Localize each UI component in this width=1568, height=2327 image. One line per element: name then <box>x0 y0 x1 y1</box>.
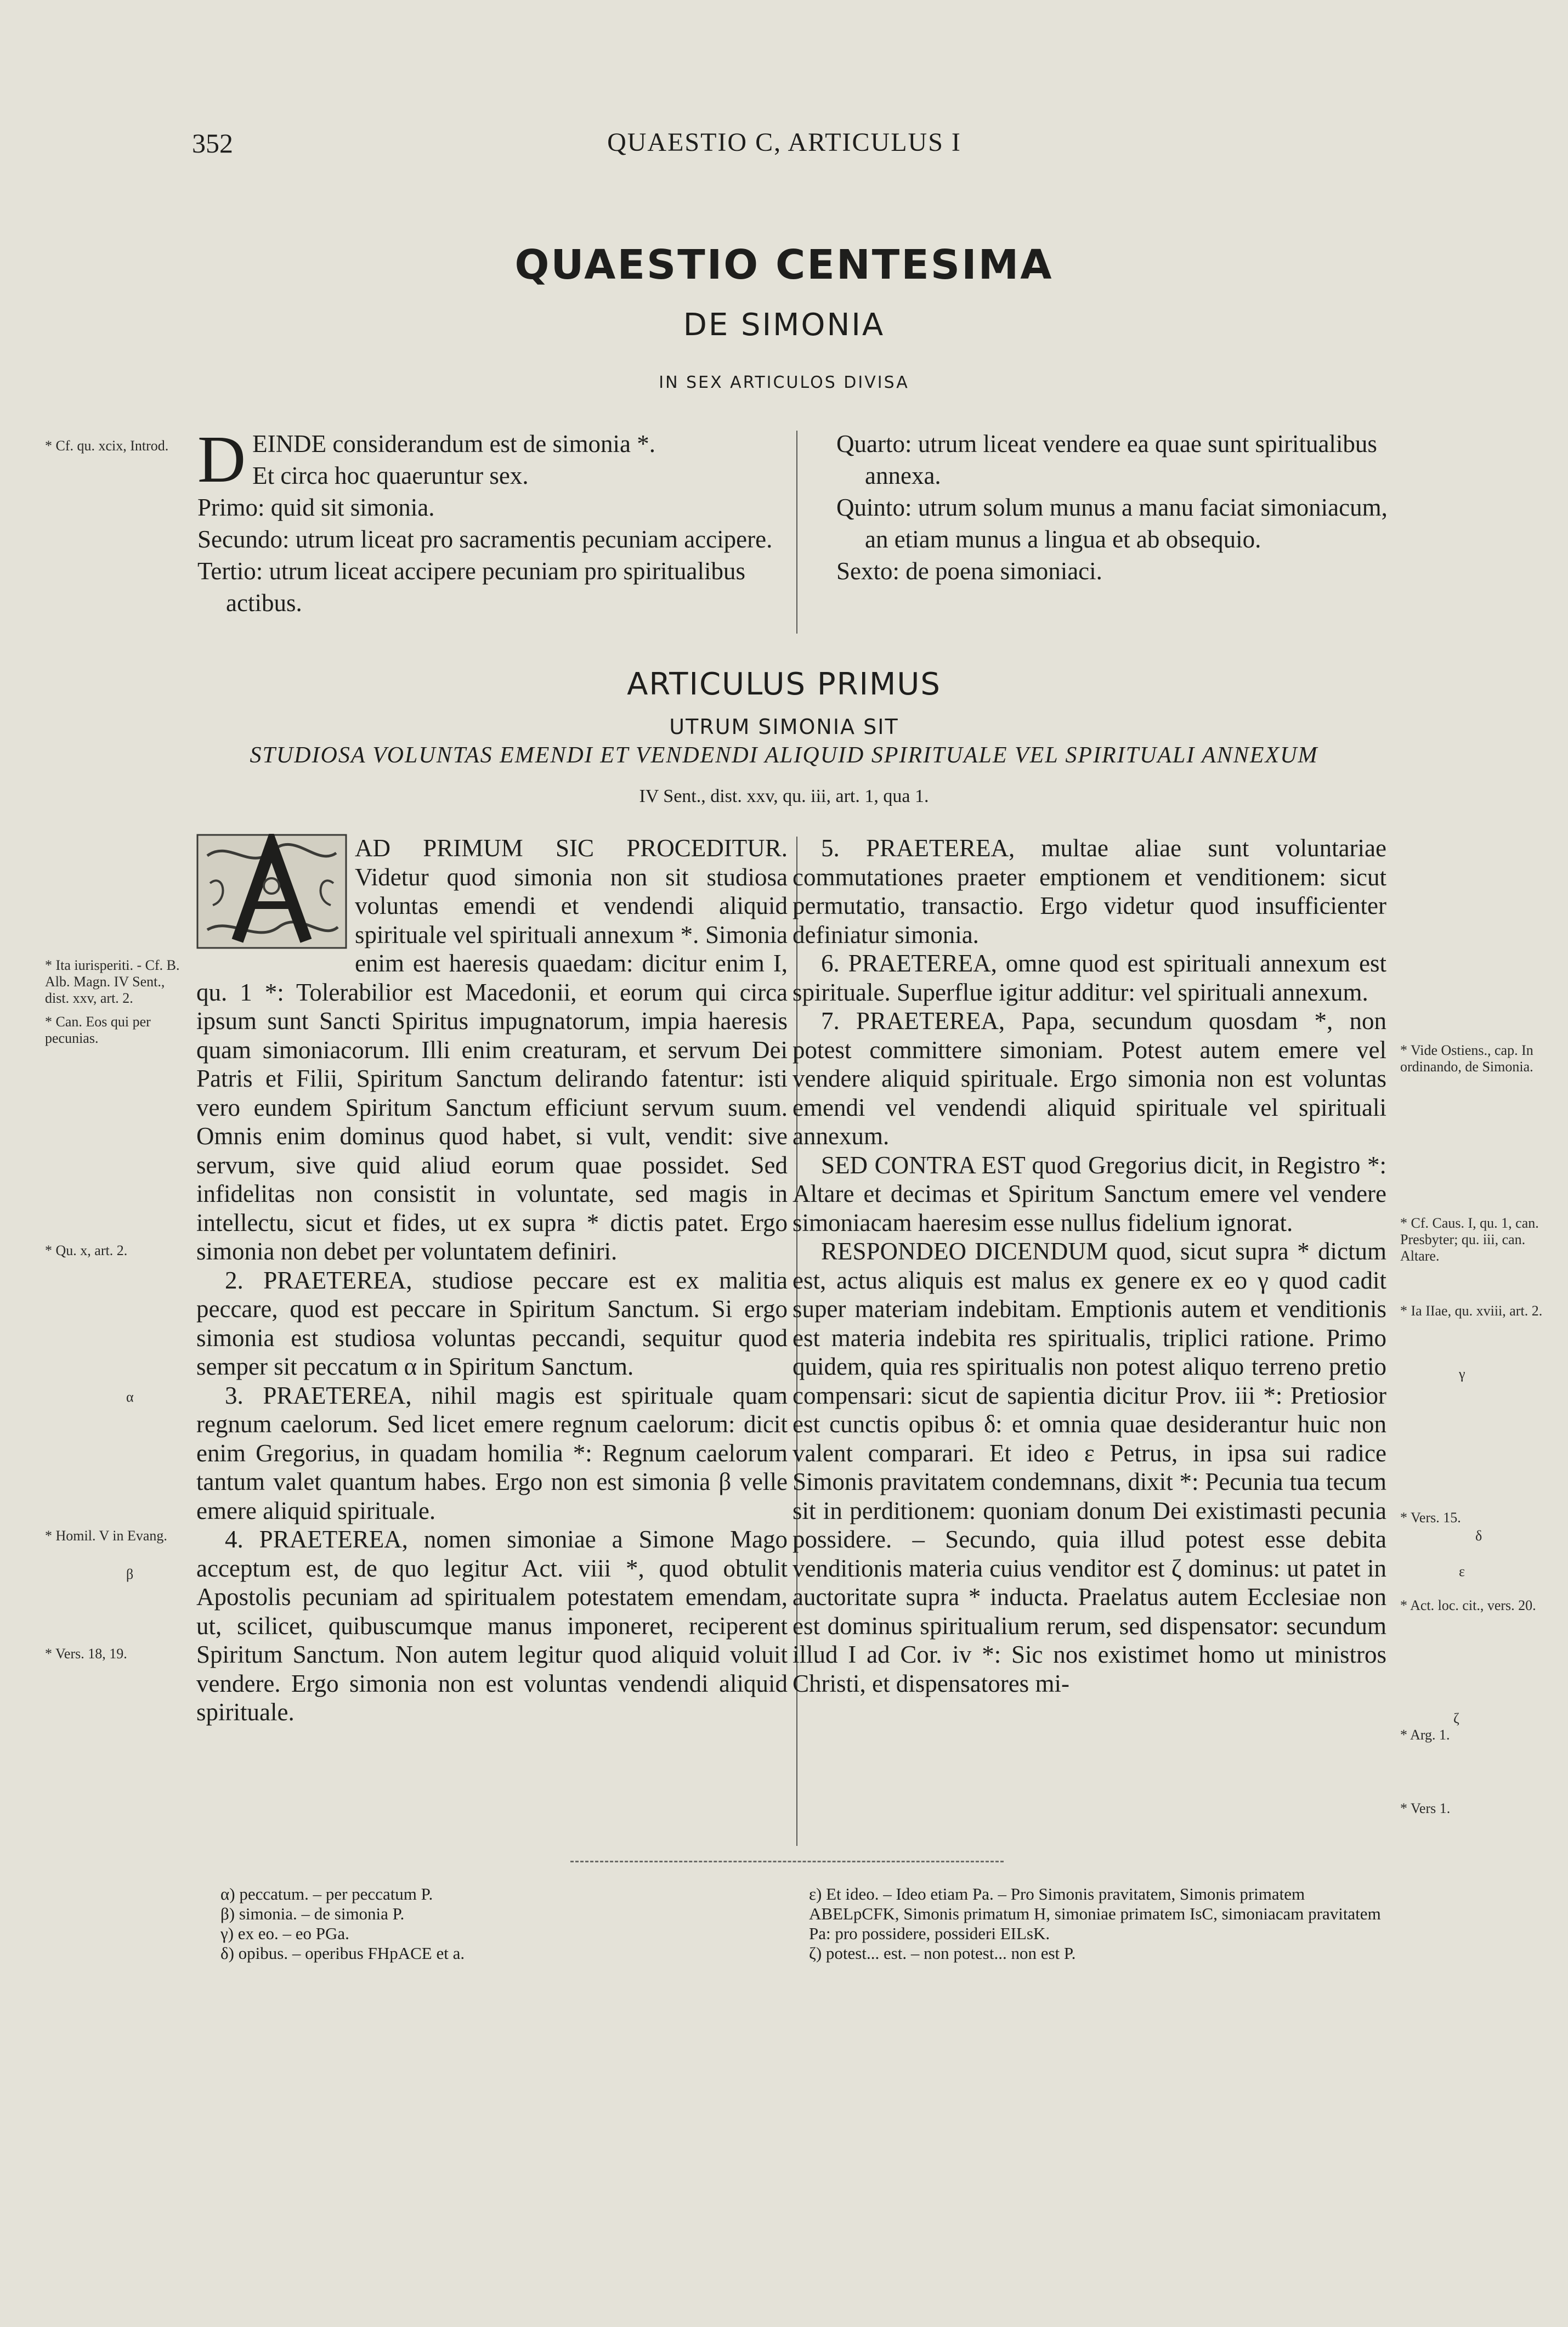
margin-note-left: * Can. Eos qui per pecunias. <box>45 1014 151 1046</box>
drop-capital: D <box>197 428 246 492</box>
footnote: α) peccatum. – per peccatum P. <box>220 1884 433 1904</box>
question-title: QUAESTIO CENTESIMA <box>514 241 1054 289</box>
article-reference: IV Sent., dist. xxv, qu. iii, art. 1, qua 1. <box>639 786 929 806</box>
left-text-column <box>196 834 788 1727</box>
margin-note-left: * Qu. x, art. 2. <box>45 1242 128 1258</box>
footnotes-right <box>809 1884 1390 1963</box>
intro-item-tertio: Tertio: utrum liceat accipere pecuniam pro spiritualibus actibus. <box>197 557 745 617</box>
right-text-column <box>793 834 1386 1698</box>
intro-left-column <box>197 428 784 619</box>
respondeo: RESPONDEO DICENDUM quod, sicut supra * dictum est, actus aliquis est malus ex genere ex eo γ quod cadit super materiam indebitam. Emptionis autem et venditionis est materia indebita res spiritualis, triplici ratione. Primo quidem, quia res spiritualis non potest aliquo terreno pretio compensari: sicut de sapientia dicitur Prov. iii *: Pretiosior est cunctis opibus δ: et omnia quae desiderantur huic non valent comparari. Et ideo ε Petrus, in ipsa sui radice Simonis pravitatem condemnans, dixit *: Pecunia tua tecum sit in perditionem: quoniam donum Dei existimasti pecunia possidere. – Secundo, quia illud potest esse debita venditionis materia cuius venditor est ζ dominus: ut patet in auctoritate supra * inducta. Praelatus autem Ecclesiae non est dominus spiritualium rerum, sed dispensator: secundum illud I ad Cor. iv *: Sic nos existimet homo ut ministros Christi, et dispensatores mi- <box>793 1238 1386 1697</box>
sed-contra: SED CONTRA EST quod Gregorius dicit, in Registro *: Altare et decimas et Spiritum Sanctum emere vel vendere simoniacam haeresim esse nullus fidelium ignorat. <box>793 1151 1386 1236</box>
intro-item-quarto: Quarto: utrum liceat vendere ea quae sunt spiritualibus annexa. <box>836 430 1377 489</box>
footnote-separator <box>570 1861 1004 1862</box>
intro-line2: Et circa hoc quaeruntur sex. <box>252 462 529 489</box>
intro-line1: considerandum est de simonia *. <box>326 430 655 458</box>
ornamental-initial <box>196 834 347 949</box>
footnotes-left <box>220 1884 780 1963</box>
running-header <box>192 127 1377 166</box>
margin-note-left: * Homil. V in Evang. <box>45 1528 167 1544</box>
margin-note-left: β <box>126 1566 134 1582</box>
margin-note-right: * Vide Ostiens., cap. In ordinando, de Simonia. <box>1400 1042 1533 1075</box>
objection-6: 6. PRAETEREA, omne quod est spirituali annexum est spirituale. Superflue igitur additur: vel spirituali annexum. <box>793 950 1386 1006</box>
footnote: ζ) potest... est. – non potest... non est P. <box>809 1944 1076 1963</box>
intro-opening <box>197 428 784 492</box>
objection-3: 3. PRAETEREA, nihil magis est spirituale quam regnum caelorum. Sed licet emere regnum caelorum: dicit enim Gregorius, in quadam homilia *: Regnum caelorum tantum valet quantum habes. Ergo non est simonia β velle emere aliquid spirituale. <box>196 1381 788 1524</box>
footnote: ε) Et ideo. – Ideo etiam Pa. – Pro Simonis pravitatem, Simonis primatem ABELpCFK, Simonis primatum H, simoniae primatem IsC, simoniacam pravitatem Pa: pro possidere, possideri EILsK. <box>809 1884 1381 1943</box>
article-question-line1: UTRUM SIMONIA SIT <box>669 715 899 739</box>
intro-right-column <box>836 428 1396 587</box>
margin-note-left: α <box>126 1389 134 1405</box>
objection-1: AD PRIMUM SIC PROCEDITUR. Videtur quod simonia non sit studiosa voluntas emendi et vendendi aliquid spirituale vel spirituali annexum *. Simonia enim est haeresis quaedam: dicitur enim I, qu. 1 *: Tolerabilior est Macedonii, et eorum qui circa ipsum sunt Sancti Spiritus impugnatorum, impia haeresis quam simoniacorum. Illi enim creaturam, et servum Dei Patris et Filii, Spiritum Sanctum delirando fatentur: isti vero eundem Spiritum Sanctum efficiunt servum suum. Omnis enim dominus quod habet, si vult, vendit: sive servum, sive quid aliud eorum quae possidet. Sed infidelitas non consistit in voluntate, sed magis in intellectu, sicut et fides, ut ex supra * dictis patet. Ergo simonia non debet per voluntatem definiri. <box>196 834 788 1265</box>
objection-5: 5. PRAETEREA, multae aliae sunt voluntariae commutationes praeter emptionem et venditionem: sicut permutatio, transactio. Ergo videtur quod insufficienter definiatur simonia. <box>793 834 1386 948</box>
intro-first-word: EINDE <box>252 430 327 458</box>
margin-note-right: * Vers. 15. <box>1400 1510 1461 1526</box>
margin-note-right: * Cf. Caus. I, qu. 1, can. Presbyter; qu. iii, can. Altare. <box>1400 1215 1539 1264</box>
intro-item-quinto: Quinto: utrum solum munus a manu faciat simoniacum, an etiam munus a lingua et ab obsequio. <box>836 494 1388 553</box>
footnote: γ) ex eo. – eo PGa. <box>220 1924 349 1943</box>
margin-note-right: * Ia IIae, qu. xviii, art. 2. <box>1400 1303 1543 1319</box>
question-division: IN SEX ARTICULOS DIVISA <box>659 373 909 392</box>
margin-note-left: * Ita iurisperiti. - Cf. B. Alb. Magn. IV Sent., dist. xxv, art. 2. <box>45 957 180 1006</box>
margin-note-left: * Vers. 18, 19. <box>45 1646 127 1662</box>
margin-note-right: * Vers 1. <box>1400 1800 1451 1816</box>
intro-item-primo: Primo: quid sit simonia. <box>197 494 435 521</box>
margin-note-left: * Cf. qu. xcix, Introd. <box>45 438 169 454</box>
question-subtitle: DE SIMONIA <box>683 307 885 343</box>
running-title: QUAESTIO C, ARTICULUS I <box>607 128 961 157</box>
ornamental-initial-a-icon <box>196 834 347 949</box>
margin-note-right: * Arg. 1. <box>1400 1727 1450 1743</box>
footnote: δ) opibus. – operibus FHpACE et a. <box>220 1944 465 1963</box>
margin-note-right: ζ <box>1453 1710 1459 1726</box>
margin-note-right: γ <box>1459 1366 1465 1382</box>
article-heading: ARTICULUS PRIMUS <box>627 667 941 702</box>
margin-note-right: ε <box>1459 1563 1465 1579</box>
margin-note-right: * Act. loc. cit., vers. 20. <box>1400 1597 1536 1613</box>
intro-item-secundo: Secundo: utrum liceat pro sacramentis pecuniam accipere. <box>197 526 773 553</box>
objection-4: 4. PRAETEREA, nomen simoniae a Simone Mago acceptum est, de quo legitur Act. viii *, quod obtulit Apostolis pecuniam ad spiritualem potestatem emendam, ut, scilicet, quibuscumque manus imponeret, reciperent Spiritum Sanctum. Non autem legitur quod aliquid voluit vendere. Ergo simonia non est voluntas vendendi aliquid spirituale. <box>196 1526 788 1726</box>
page-number: 352 <box>192 128 233 159</box>
margin-note-right: δ <box>1475 1528 1482 1544</box>
footnote: β) simonia. – de simonia P. <box>220 1904 405 1923</box>
column-divider <box>796 431 797 634</box>
intro-item-sexto: Sexto: de poena simoniaci. <box>836 557 1102 585</box>
article-question-line2: STUDIOSA VOLUNTAS EMENDI ET VENDENDI ALIQUID SPIRITUALE VEL SPIRITUALI ANNEXUM <box>250 743 1318 768</box>
objection-2: 2. PRAETEREA, studiose peccare est ex malitia peccare, quod est peccare in Spiritum Sanctum. Si ergo simonia est studiosa voluntas peccandi, sequitur quod semper sit peccatum α in Spiritum Sanctum. <box>196 1266 788 1380</box>
objection-7: 7. PRAETEREA, Papa, secundum quosdam *, non potest committere simoniam. Potest autem emere vel vendere aliquid spirituale. Ergo simonia non est voluntas emendi vel vendendi aliquid spirituale vel spirituali annexum. <box>793 1007 1386 1150</box>
